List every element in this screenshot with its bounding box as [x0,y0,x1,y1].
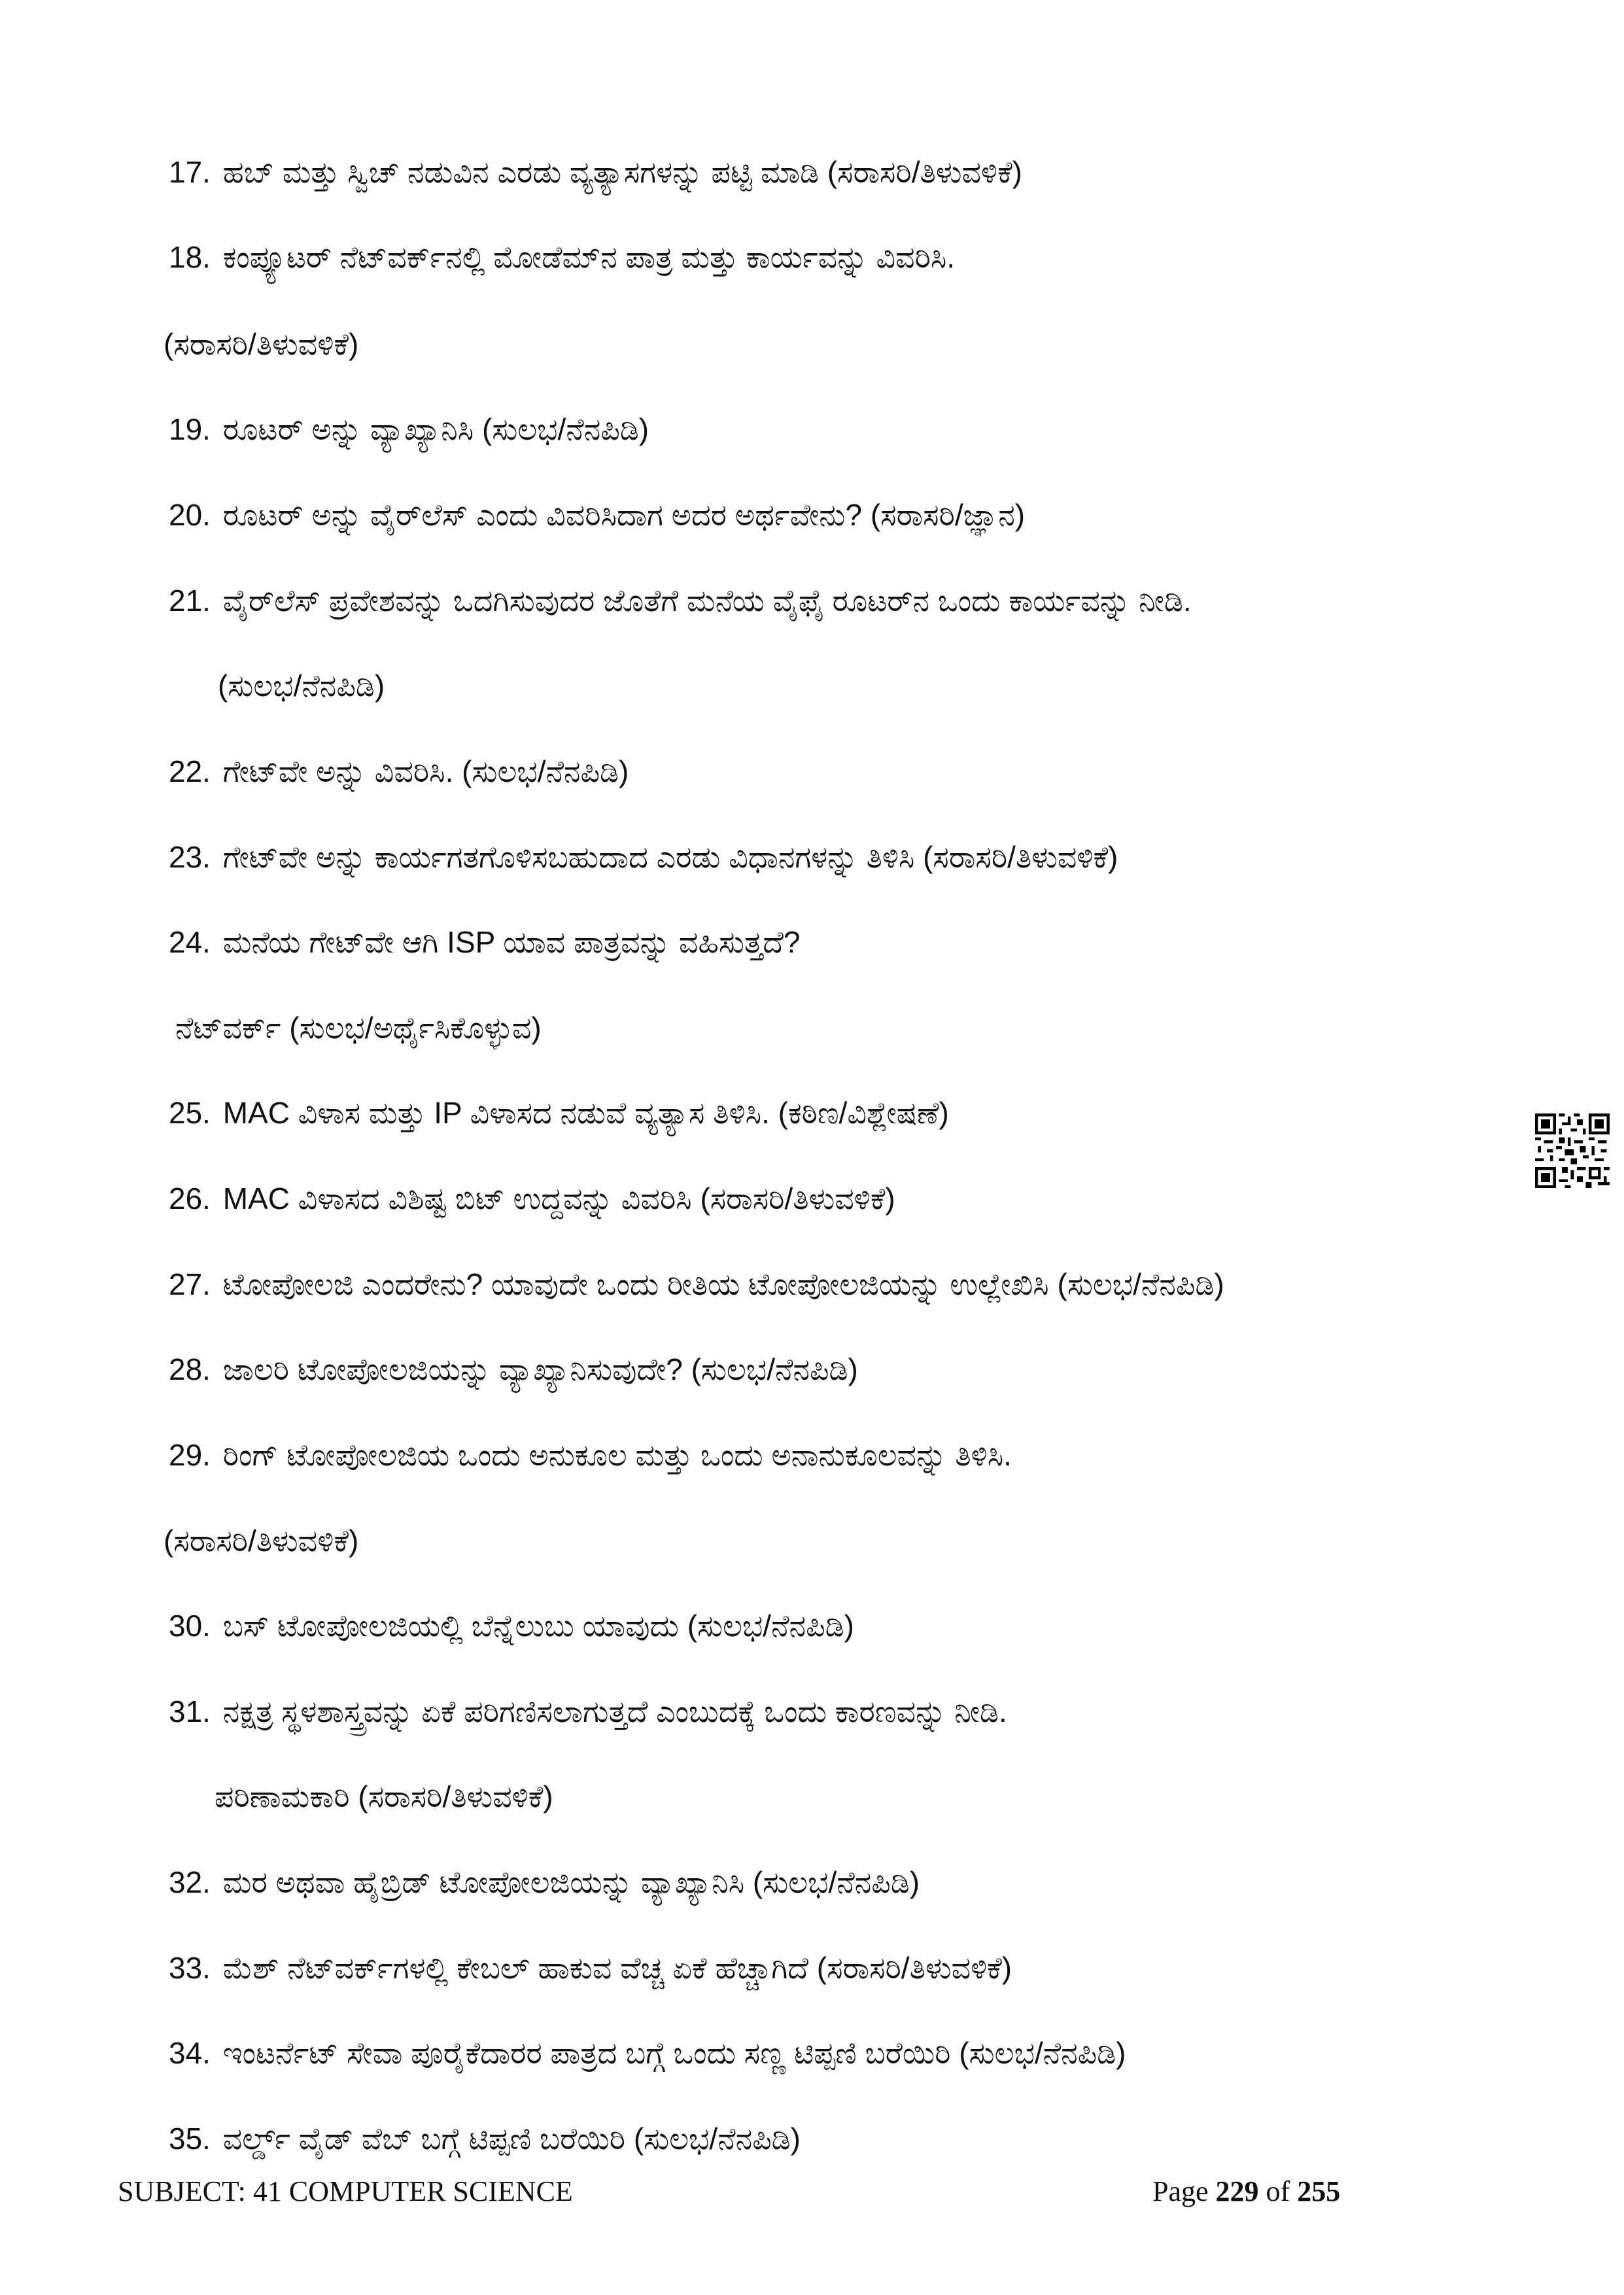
question-26 [169,1179,895,1218]
question-text: ಜಾಲರಿ ಟೋಪೋಲಜಿಯನ್ನು ವ್ಯಾಖ್ಯಾನಿಸುವುದೇ? (ಸುಲಭ/ನೆನಪಿಡಿ) [222,1352,858,1386]
question-number: 28. [169,1352,211,1386]
question-number: 25. [169,1096,211,1130]
question-text: ರೂಟರ್ ಅನ್ನು ವ್ಯಾಖ್ಯಾನಿಸಿ (ಸುಲಭ/ನೆನಪಿಡಿ) [222,412,649,446]
question-number: 18. [169,240,211,274]
question-25 [169,1093,949,1132]
question-number: 34. [169,2036,211,2070]
question-text: (ಸರಾಸರಿ/ತಿಳುವಳಿಕೆ) [164,1524,359,1558]
question-34 [169,2033,1126,2073]
question-text: ಟೋಪೋಲಜಿ ಎಂದರೇನು? ಯಾವುದೇ ಒಂದು ರೀತಿಯ ಟೋಪೋಲಜಿಯನ್ನು ಉಲ್ಲೇಖಿಸಿ (ಸುಲಭ/ನೆನಪಿಡಿ) [222,1267,1224,1301]
footer-page-number [1152,2173,1340,2210]
question-18-continuation [164,324,358,364]
current-page: 229 [1215,2175,1259,2207]
question-text: ಮರ ಅಥವಾ ಹೈಬ್ರಿಡ್ ಟೋಪೋಲಜಿಯನ್ನು ವ್ಯಾಖ್ಯಾನಿಸಿ (ಸುಲಭ/ನೆನಪಿಡಿ) [222,1865,920,1899]
footer-subject: SUBJECT: 41 COMPUTER SCIENCE [118,2175,573,2207]
question-text: ಗೇಟ್‌ವೇ ಅನ್ನು ವಿವರಿಸಿ. (ಸುಲಭ/ನೆನಪಿಡಿ) [222,754,629,788]
question-number: 33. [169,1951,211,1985]
question-21 [169,581,1192,620]
question-number: 22. [169,754,211,788]
question-text: ವೈರ್‌ಲೆಸ್ ಪ್ರವೇಶವನ್ನು ಒದಗಿಸುವುದರ ಜೊತೆಗೆ ಮನೆಯ ವೈಫೈ ರೂಟರ್‌ನ ಒಂದು ಕಾರ್ಯವನ್ನು ನೀಡಿ. [222,584,1192,618]
page-prefix: Page [1152,2175,1209,2207]
question-text: ಗೇಟ್‌ವೇ ಅನ್ನು ಕಾರ್ಯಗತಗೊಳಿಸಬಹುದಾದ ಎರಡು ವಿಧಾನಗಳನ್ನು ತಿಳಿಸಿ (ಸರಾಸರಿ/ತಿಳುವಳಿಕೆ) [222,840,1118,874]
question-number: 31. [169,1694,211,1728]
question-text: ನೆಟ್‌ವರ್ಕ್ (ಸುಲಭ/ಅರ್ಥೈಸಿಕೊಳ್ಳುವ) [175,1011,542,1045]
question-35 [169,2119,801,2158]
question-number: 35. [169,2122,211,2156]
question-number: 21. [169,584,211,618]
question-number: 23. [169,840,211,874]
question-18 [169,237,955,277]
question-24 [169,922,800,962]
question-31-continuation [215,1777,553,1816]
question-30 [169,1606,854,1645]
question-text: ಮನೆಯ ಗೇಟ್‌ವೇ ಆಗಿ ISP ಯಾವ ಪಾತ್ರವನ್ನು ವಹಿಸುತ್ತದೆ? [222,925,801,959]
question-text: MAC ವಿಳಾಸ ಮತ್ತು IP ವಿಳಾಸದ ನಡುವೆ ವ್ಯತ್ಯಾಸ ತಿಳಿಸಿ. (ಕಠಿಣ/ವಿಶ್ಲೇಷಣೆ) [222,1096,949,1130]
question-number: 27. [169,1267,211,1301]
question-number: 17. [169,155,211,189]
question-24-continuation [175,1008,542,1047]
question-number: 24. [169,925,211,959]
question-text: ರೂಟರ್ ಅನ್ನು ವೈರ್‌ಲೆಸ್ ಎಂದು ವಿವರಿಸಿದಾಗ ಅದರ ಅರ್ಥವೇನು? (ಸರಾಸರಿ/ಜ್ಞಾನ) [222,498,1026,532]
question-text: ಇಂಟರ್ನೆಟ್ ಸೇವಾ ಪೂರೈಕೆದಾರರ ಪಾತ್ರದ ಬಗ್ಗೆ ಒಂದು ಸಣ್ಣ ಟಿಪ್ಪಣಿ ಬರೆಯಿರಿ (ಸುಲಭ/ನೆನಪಿಡಿ) [222,2036,1126,2070]
question-number: 32. [169,1865,211,1899]
question-text: (ಸುಲಭ/ನೆನಪಿಡಿ) [218,669,385,703]
question-29-continuation [164,1521,358,1560]
question-21-continuation [218,666,385,705]
question-20 [169,495,1025,534]
question-17 [169,152,1022,192]
page-of: of [1266,2175,1290,2207]
total-pages: 255 [1297,2175,1341,2207]
question-28 [169,1350,858,1389]
question-text: ಬಸ್ ಟೋಪೋಲಜಿಯಲ್ಲಿ ಬೆನ್ನೆಲುಬು ಯಾವುದು (ಸುಲಭ/ನೆನಪಿಡಿ) [222,1609,854,1643]
question-text: ಕಂಪ್ಯೂಟರ್ ನೆಟ್‌ವರ್ಕ್‌ನಲ್ಲಿ ಮೋಡೆಮ್‌ನ ಪಾತ್ರ ಮತ್ತು ಕಾರ್ಯವನ್ನು ವಿವರಿಸಿ. [222,240,956,274]
question-text: ಮೆಶ್ ನೆಟ್‌ವರ್ಕ್‌ಗಳಲ್ಲಿ ಕೇಬಲ್ ಹಾಕುವ ವೆಚ್ಚ ಏಕೆ ಹೆಚ್ಚಾಗಿದೆ (ಸರಾಸರಿ/ತಿಳುವಳಿಕೆ) [222,1951,1012,1985]
question-32 [169,1863,920,1902]
question-33 [169,1948,1012,1988]
question-number: 20. [169,498,211,532]
question-number: 26. [169,1182,211,1216]
question-text: ವರ್ಲ್ಡ್ ವೈಡ್ ವೆಬ್ ಬಗ್ಗೆ ಟಿಪ್ಪಣಿ ಬರೆಯಿರಿ (ಸುಲಭ/ನೆನಪಿಡಿ) [222,2122,801,2156]
question-29 [169,1435,1012,1475]
question-text: ನಕ್ಷತ್ರ ಸ್ಥಳಶಾಸ್ತ್ರವನ್ನು ಏಕೆ ಪರಿಗಣಿಸಲಾಗುತ್ತದೆ ಎಂಬುದಕ್ಕೆ ಒಂದು ಕಾರಣವನ್ನು ನೀಡಿ. [222,1694,1007,1728]
question-19 [169,410,649,449]
question-number: 30. [169,1609,211,1643]
question-22 [169,752,629,791]
question-text: (ಸರಾಸರಿ/ತಿಳುವಳಿಕೆ) [164,327,359,361]
question-text: ರಿಂಗ್ ಟೋಪೋಲಜಿಯ ಒಂದು ಅನುಕೂಲ ಮತ್ತು ಒಂದು ಅನಾನುಕೂಲವನ್ನು ತಿಳಿಸಿ. [222,1438,1012,1472]
question-text: ಹಬ್ ಮತ್ತು ಸ್ವಿಚ್ ನಡುವಿನ ಎರಡು ವ್ಯತ್ಯಾಸಗಳನ್ನು ಪಟ್ಟಿ ಮಾಡಿ (ಸರಾಸರಿ/ತಿಳುವಳಿಕೆ) [222,155,1022,189]
question-text: MAC ವಿಳಾಸದ ವಿಶಿಷ್ಟ ಬಿಟ್ ಉದ್ದವನ್ನು ವಿವರಿಸಿ (ಸರಾಸರಿ/ತಿಳುವಳಿಕೆ) [222,1182,895,1216]
question-31 [169,1692,1007,1731]
question-text: ಪರಿಣಾಮಕಾರಿ (ಸರಾಸರಿ/ತಿಳುವಳಿಕೆ) [215,1779,553,1813]
question-number: 29. [169,1438,211,1472]
question-23 [169,837,1118,877]
qr-code-icon [1535,1113,1610,1188]
question-27 [169,1265,1224,1304]
question-number: 19. [169,412,211,446]
